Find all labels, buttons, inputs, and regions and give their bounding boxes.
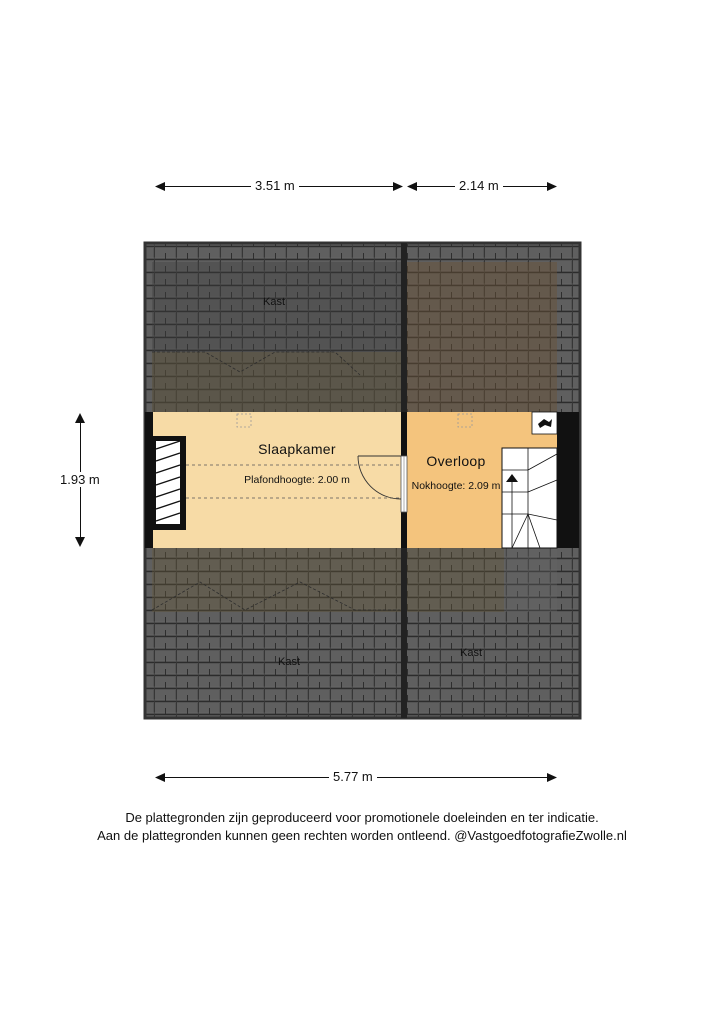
staircase <box>502 448 557 548</box>
label-nokhoogte: Nokhoogte: 2.09 m <box>411 480 501 492</box>
kast-bottom-right-area <box>407 548 504 612</box>
disclaimer-line-1: De plattegronden zijn geproduceerd voor promotionele doeleinden en ter indicatie. <box>125 810 599 825</box>
dimension-label-left: 1.93 m <box>56 472 104 487</box>
label-kast-bottom-left: Kast <box>277 656 301 668</box>
label-kast-bottom-right: Kast <box>459 647 483 659</box>
overloop-top-area <box>407 262 557 412</box>
dimension-label-top-left: 3.51 m <box>251 178 299 193</box>
label-slaapkamer: Slaapkamer <box>258 441 336 457</box>
label-overloop: Overloop <box>426 453 486 469</box>
dimension-label-top-right: 2.14 m <box>455 178 503 193</box>
smoke-detector-icon <box>532 412 557 434</box>
kast-bottom-left-area <box>152 548 401 612</box>
label-kast-top: Kast <box>262 296 286 308</box>
dimension-label-bottom: 5.77 m <box>329 769 377 784</box>
disclaimer-line-2: Aan de plattegronden kunnen geen rechten worden ontleend. @VastgoedfotografieZwolle.nl <box>97 828 627 843</box>
label-plafondhoogte: Plafondhoogte: 2.00 m <box>244 474 350 486</box>
